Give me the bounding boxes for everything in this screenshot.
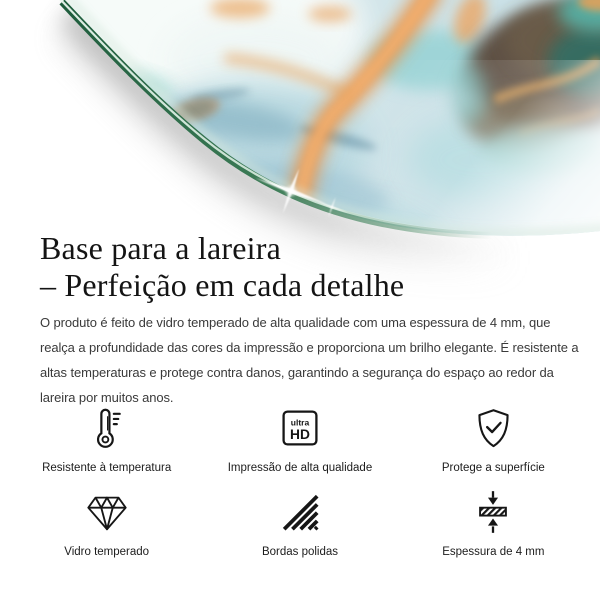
feature-print-quality [203,402,396,474]
shield-check-icon [471,406,516,451]
diamond-icon [84,489,130,535]
feature-label: Vidro temperado [64,546,150,558]
feature-label: Impressão de alta qualidade [227,462,373,474]
thermometer-icon [83,405,130,452]
ultra-hd-icon-text-top: ultra [290,417,310,428]
feature-grid [10,402,590,558]
product-description: O produto é feito de vidro temperado de alta qualidade com uma espessura de 4 mm, que realça a profundidade das cores da impressão e proporciona um brilho elegante. É resistente a altas temperaturas e protege contra danos, garantindo a segurança do espaço ao redor da lareira por muitos anos. [40,315,579,405]
feature-polished-edges [203,486,396,558]
polished-edges-icon [278,490,322,534]
feature-protects-surface [397,402,590,474]
ultra-hd-icon-text-bottom: HD [290,427,310,443]
feature-temperature [10,402,203,474]
thickness-press-icon [470,489,516,535]
page-title-line2: – Perfeição em cada detalhe [40,267,405,303]
feature-thickness [397,486,590,558]
feature-label: Protege a superfície [441,462,545,474]
feature-label: Espessura de 4 mm [442,546,545,558]
feature-label: Bordas polidas [261,546,339,558]
ultra-hd-icon [279,407,321,449]
feature-label: Resistente à temperatura [42,462,172,474]
feature-tempered-glass [10,486,203,558]
page-title-line1: Base para a lareira [40,230,281,266]
page-title [40,230,580,304]
